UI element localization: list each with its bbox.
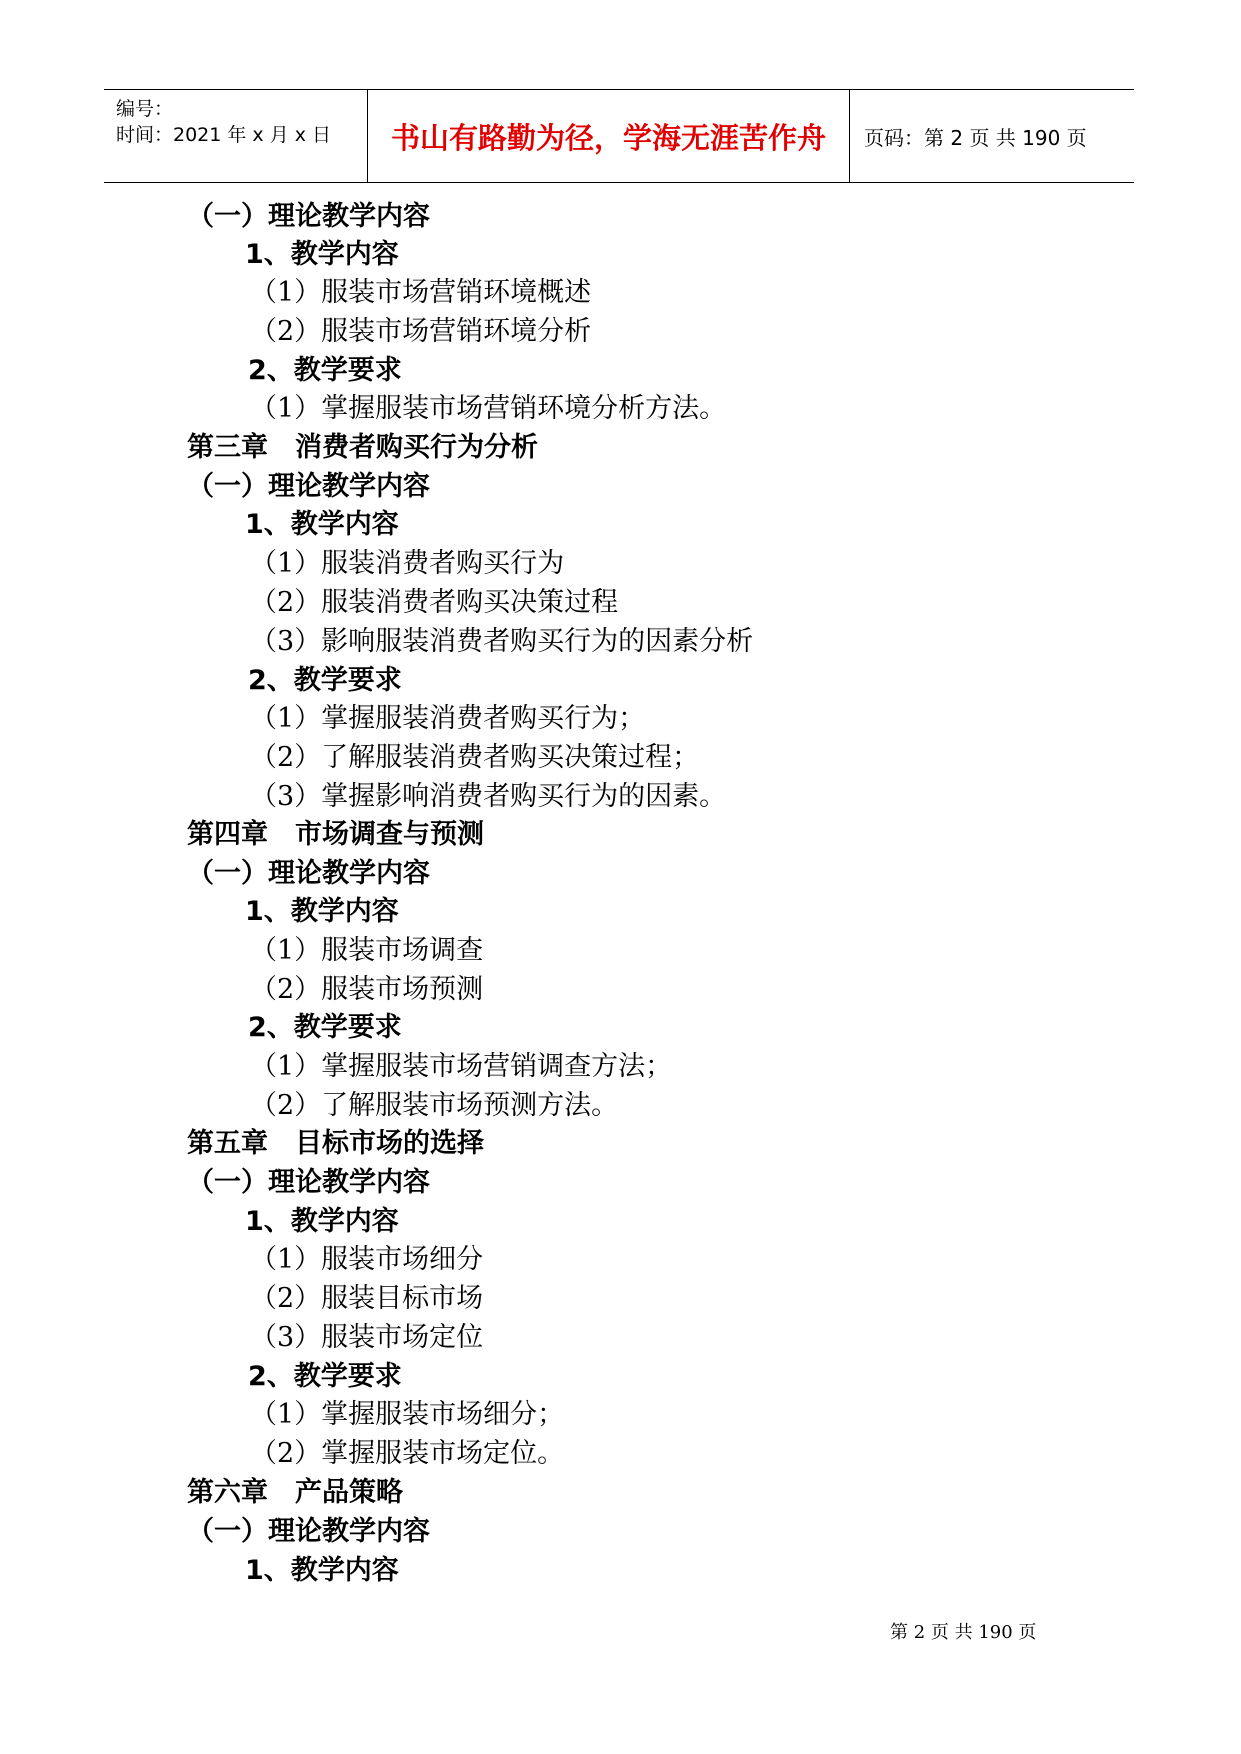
list-item: （3）影响服装消费者购买行为的因素分析 [250, 626, 754, 657]
document-time-label: 时间：2021 年 x 月 x 日 [116, 124, 332, 146]
header-meta-cell [104, 90, 368, 182]
subsection-heading: 1、教学内容 [245, 509, 399, 540]
chapter-heading: 第三章 消费者购买行为分析 [187, 432, 538, 463]
list-item: （2）服装目标市场 [250, 1283, 484, 1314]
section-heading: （一）理论教学内容 [187, 1167, 430, 1198]
subsection-heading: 1、教学内容 [245, 1555, 399, 1586]
list-item: （1）服装市场营销环境概述 [250, 277, 592, 308]
section-heading: （一）理论教学内容 [187, 858, 430, 889]
page-footer-number: 第 2 页 共 190 页 [890, 1622, 1037, 1643]
list-item: （1）服装消费者购买行为 [250, 548, 565, 579]
subsection-heading: 1、教学内容 [245, 1206, 399, 1237]
list-item: （3）掌握影响消费者购买行为的因素。 [250, 781, 727, 812]
section-heading: （一）理论教学内容 [187, 471, 430, 502]
subsection-heading: 2、教学要求 [248, 1361, 402, 1392]
list-item: （2）服装市场预测 [250, 974, 484, 1005]
list-item: （2）服装消费者购买决策过程 [250, 587, 619, 618]
subsection-heading: 2、教学要求 [248, 665, 402, 696]
section-heading: （一）理论教学内容 [187, 201, 430, 232]
page-header [104, 89, 1134, 183]
list-item: （1）掌握服装消费者购买行为； [250, 703, 646, 734]
list-item: （2）了解服装市场预测方法。 [250, 1090, 619, 1121]
list-item: （2）服装市场营销环境分析 [250, 316, 592, 347]
subsection-heading: 1、教学内容 [245, 896, 399, 927]
document-number-label: 编号： [116, 98, 174, 120]
list-item: （2）掌握服装市场定位。 [250, 1438, 565, 1469]
list-item: （1）掌握服装市场细分； [250, 1399, 565, 1430]
subsection-heading: 1、教学内容 [245, 239, 399, 270]
subsection-heading: 2、教学要求 [248, 1012, 402, 1043]
subsection-heading: 2、教学要求 [248, 355, 402, 386]
header-page-info: 页码：第 2 页 共 190 页 [864, 125, 1087, 150]
list-item: （1）服装市场细分 [250, 1244, 484, 1275]
list-item: （1）掌握服装市场营销环境分析方法。 [250, 393, 727, 424]
list-item: （2）了解服装消费者购买决策过程； [250, 742, 700, 773]
section-heading: （一）理论教学内容 [187, 1516, 430, 1547]
list-item: （1）服装市场调查 [250, 935, 484, 966]
header-motto: 书山有路勤为径，学海无涯苦作舟 [368, 90, 850, 182]
chapter-heading: 第五章 目标市场的选择 [187, 1128, 484, 1159]
list-item: （3）服装市场定位 [250, 1322, 484, 1353]
list-item: （1）掌握服装市场营销调查方法； [250, 1051, 673, 1082]
chapter-heading: 第四章 市场调查与预测 [187, 819, 484, 850]
chapter-heading: 第六章 产品策略 [187, 1477, 403, 1508]
